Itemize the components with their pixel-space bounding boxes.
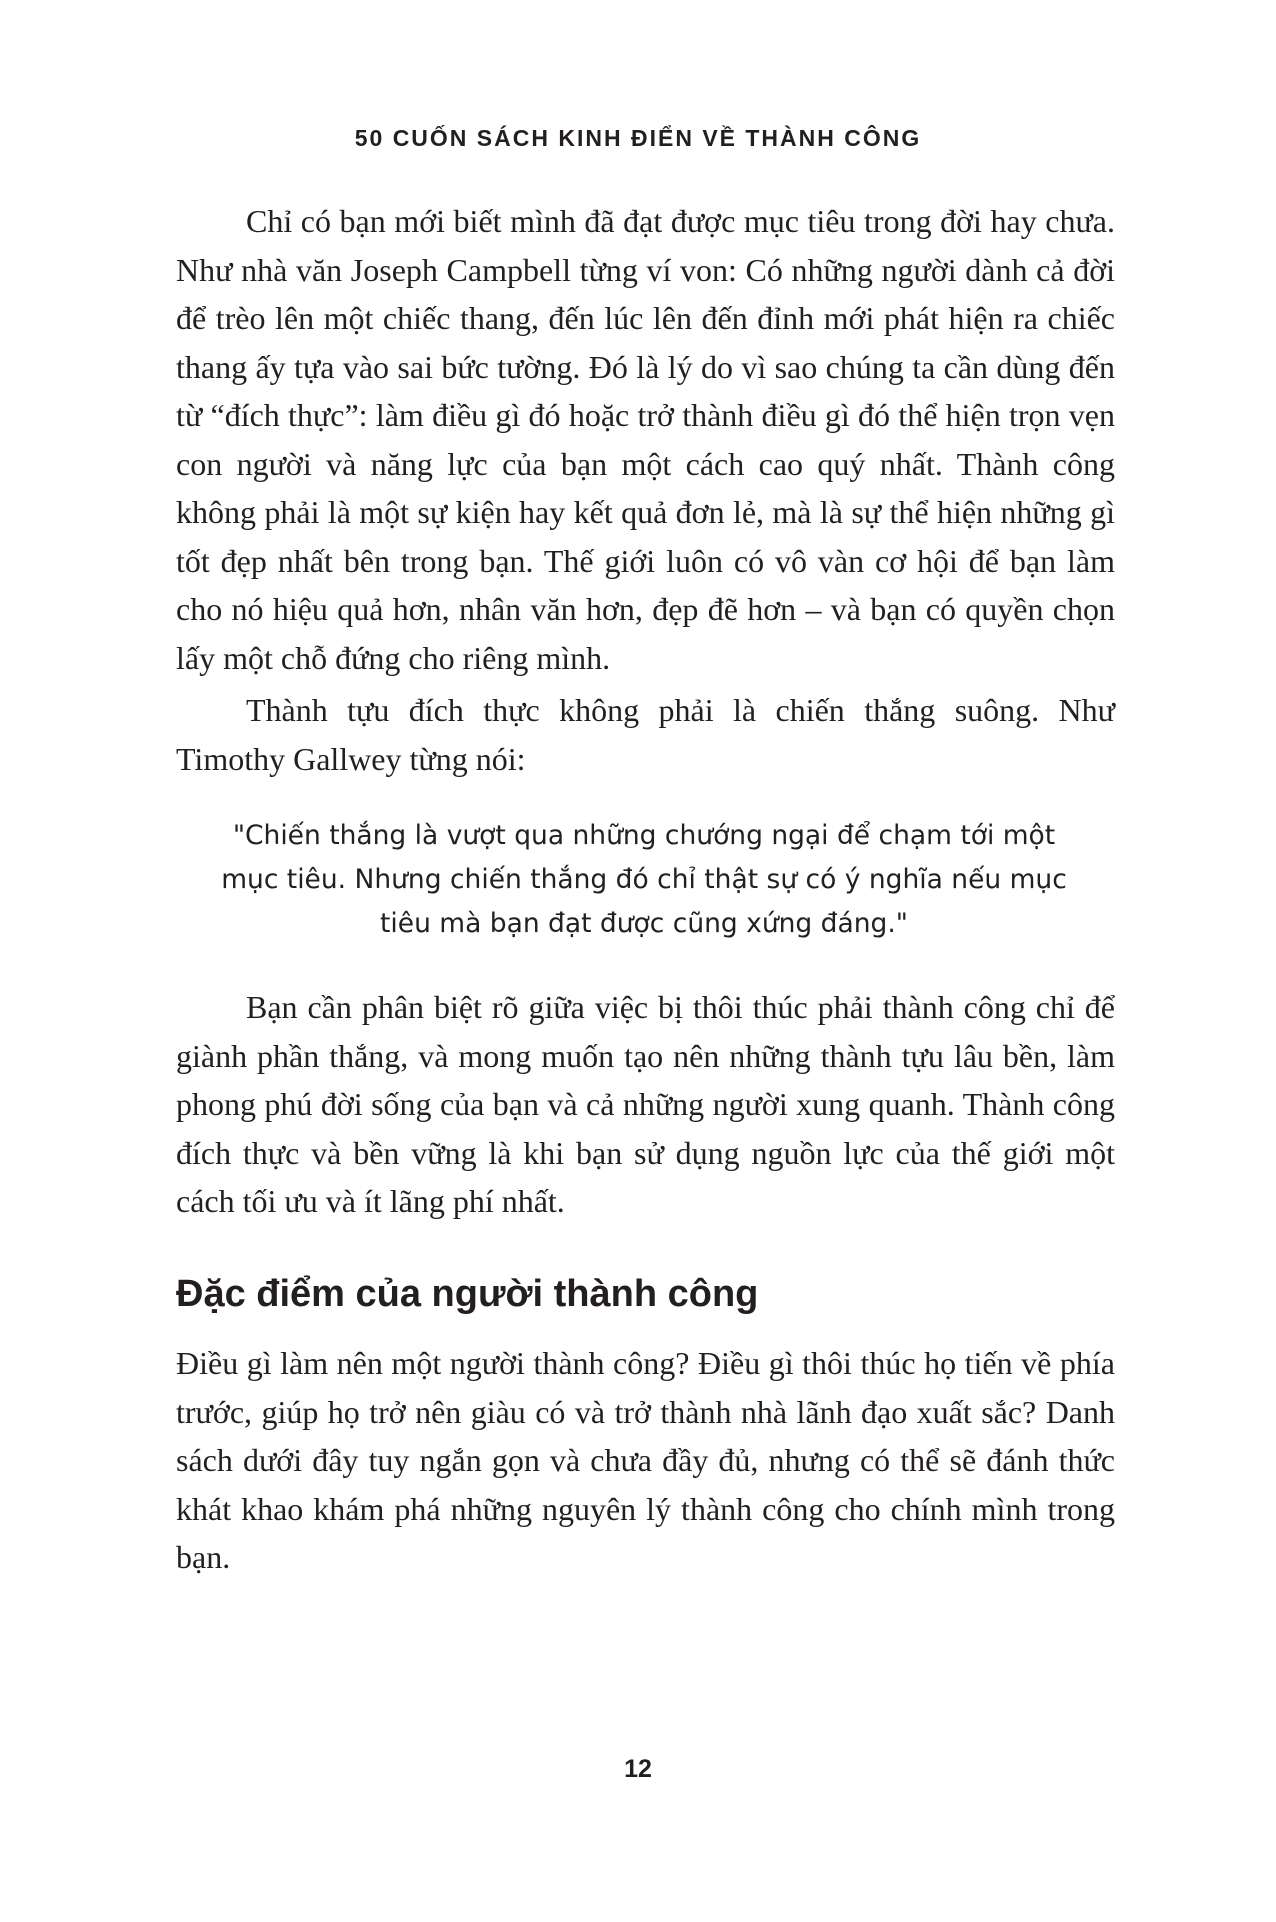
section-paragraph: Điều gì làm nên một người thành công? Điều gì thôi thúc họ tiến về phía trước, giúp họ trở nên giàu có và trở thành nhà lãnh đạo xuất sắc? Danh sách dưới đây tuy ngắn gọn và chưa đầy đủ, nhưng có thể sẽ đánh thức khát khao khám phá những nguyên lý thành công cho chính mình trong bạn. [176, 1345, 1115, 1575]
paragraph-2: Thành tựu đích thực không phải là chiến thắng suông. Như Timothy Gallwey từng nói: [176, 692, 1115, 777]
page-number: 12 [624, 1755, 652, 1783]
block-quote: "Chiến thắng là vượt qua những chướng ngại để chạm tới một mục tiêu. Nhưng chiến thắng đó chỉ thật sự có ý nghĩa nếu mục tiêu mà bạn đạt được cũng xứng đáng." [221, 820, 1067, 939]
paragraph-1: Chỉ có bạn mới biết mình đã đạt được mục tiêu trong đời hay chưa. Như nhà văn Joseph Campbell từng ví von: Có những người dành cả đời để trèo lên một chiếc thang, đến lúc lên đến đỉnh mới phát hiện ra chiếc thang ấy tựa vào sai bức tường. Đó là lý do vì sao chúng ta cần dùng đến từ “đích thực”: làm điều gì đó hoặc trở thành điều gì đó thể hiện trọn vẹn con người và năng lực của bạn một cách cao quý nhất. Thành công không phải là một sự kiện hay kết quả đơn lẻ, mà là sự thể hiện những gì tốt đẹp nhất bên trong bạn. Thế giới luôn có vô vàn cơ hội để bạn làm cho nó hiệu quả hơn, nhân văn hơn, đẹp đẽ hơn – và bạn có quyền chọn lấy một chỗ đứng cho riêng mình. [176, 203, 1115, 676]
section-heading: Đặc điểm của người thành công [176, 1273, 759, 1315]
running-header: 50 CUỐN SÁCH KINH ĐIỂN VỀ THÀNH CÔNG [354, 125, 922, 151]
paragraph-3: Bạn cần phân biệt rõ giữa việc bị thôi thúc phải thành công chỉ để giành phần thắng, và mong muốn tạo nên những thành tựu lâu bền, làm phong phú đời sống của bạn và cả những người xung quanh. Thành công đích thực và bền vững là khi bạn sử dụng nguồn lực của thế giới một cách tối ưu và ít lãng phí nhất. [176, 989, 1115, 1219]
